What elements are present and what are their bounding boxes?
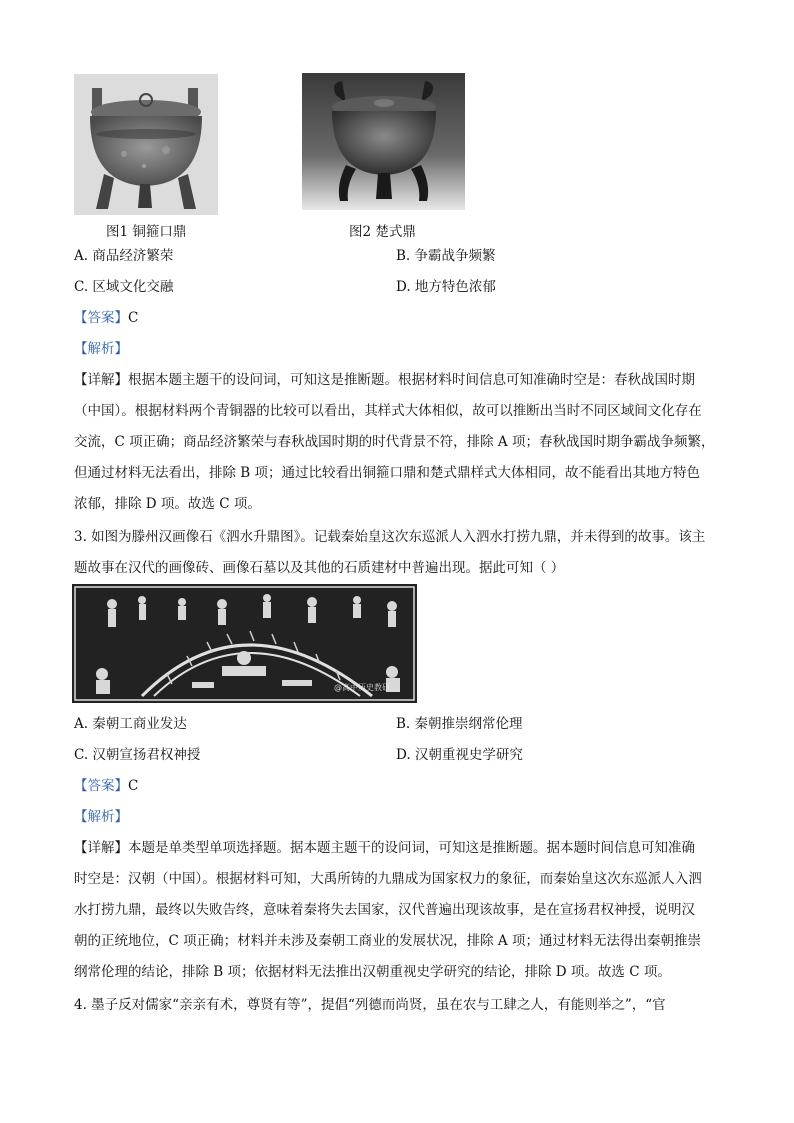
q2-option-c: C. 区域文化交融 bbox=[74, 279, 174, 295]
figure-2-chu-ding-image bbox=[302, 73, 465, 210]
q3-image-watermark: @高中历史教研 bbox=[334, 683, 390, 692]
q2-detail-line: （中国）。根据材料两个青铜器的比较可以看出，其样式大体相似，故可以推断出当时不同区域间文化存在 bbox=[74, 403, 702, 419]
q3-detail-line: 朝的正统地位，C 项正确；材料并未涉及秦朝工商业的发展状况，排除 A 项；通过材料无法得出秦朝推崇 bbox=[74, 933, 701, 949]
q3-analysis-label: 【解析】 bbox=[74, 809, 128, 825]
q2-option-a: A. 商品经济繁荣 bbox=[74, 248, 174, 264]
figure-2-caption: 图2 楚式鼎 bbox=[349, 224, 416, 240]
q3-stem-line: 题故事在汉代的画像砖、画像石墓以及其他的石质建材中普遍出现。据此可知（ ） bbox=[74, 560, 565, 576]
q3-detail-line: 纲常伦理的结论，排除 B 项；依据材料无法推出汉朝重视史学研究的结论，排除 D 项。故选 C 项。 bbox=[74, 964, 671, 980]
q3-option-d: D. 汉朝重视史学研究 bbox=[396, 747, 523, 763]
q3-detail-line: 时空是：汉朝（中国）。根据材料可知，大禹所铸的九鼎成为国家权力的象征，而秦始皇这次东巡派人入泗 bbox=[74, 871, 702, 887]
q4-stem-line: 4. 墨子反对儒家“亲亲有术，尊贤有等”，提倡“列德而尚贤，虽在农与工肆之人，有能则举之”，“官 bbox=[74, 997, 666, 1013]
q2-answer bbox=[74, 308, 138, 328]
q2-option-b: B. 争霸战争频繁 bbox=[396, 248, 496, 264]
q2-detail-line: 【详解】根据本题主题干的设问词，可知这是推断题。根据材料时间信息可知准确时空是：春秋战国时期 bbox=[74, 372, 695, 388]
q2-detail-line: 交流，C 项正确；商品经济繁荣与春秋战国时期的时代背景不符，排除 A 项；春秋战国时期争霸战争频繁， bbox=[74, 434, 715, 450]
q3-stone-relief-image bbox=[72, 584, 417, 703]
q2-analysis-label: 【解析】 bbox=[74, 341, 128, 357]
q2-answer-label: 【答案】 bbox=[74, 310, 128, 326]
q3-option-c: C. 汉朝宣扬君权神授 bbox=[74, 747, 201, 763]
figure-1-bronze-ding-image bbox=[74, 74, 218, 215]
q3-stem-line: 3. 如图为滕州汉画像石《泗水升鼎图》。记载秦始皇这次东巡派人入泗水打捞九鼎，并未得到的故事。该主 bbox=[74, 529, 706, 545]
figure-1-caption: 图1 铜箍口鼎 bbox=[106, 224, 187, 240]
q3-answer-label: 【答案】 bbox=[74, 778, 128, 794]
q2-detail-line: 但通过材料无法看出，排除 B 项；通过比较看出铜箍口鼎和楚式鼎样式大体相同，故不能看出其地方特色 bbox=[74, 465, 701, 481]
q3-option-b: B. 秦朝推崇纲常伦理 bbox=[396, 716, 523, 732]
q2-option-d: D. 地方特色浓郁 bbox=[396, 279, 496, 295]
q3-detail-line: 【详解】本题是单类型单项选择题。据本题主题干的设问词，可知这是推断题。据本题时间信息可知准确 bbox=[74, 840, 695, 856]
q3-answer-value: C bbox=[128, 778, 139, 794]
q3-detail-line: 水打捞九鼎，最终以失败告终，意味着秦将失去国家，汉代普遍出现该故事，是在宣扬君权神授，说明汉 bbox=[74, 902, 695, 918]
q3-answer bbox=[74, 776, 138, 796]
q2-detail-line: 浓郁，排除 D 项。故选 C 项。 bbox=[74, 496, 261, 512]
q3-option-a: A. 秦朝工商业发达 bbox=[74, 716, 187, 732]
q2-answer-value: C bbox=[128, 310, 139, 326]
